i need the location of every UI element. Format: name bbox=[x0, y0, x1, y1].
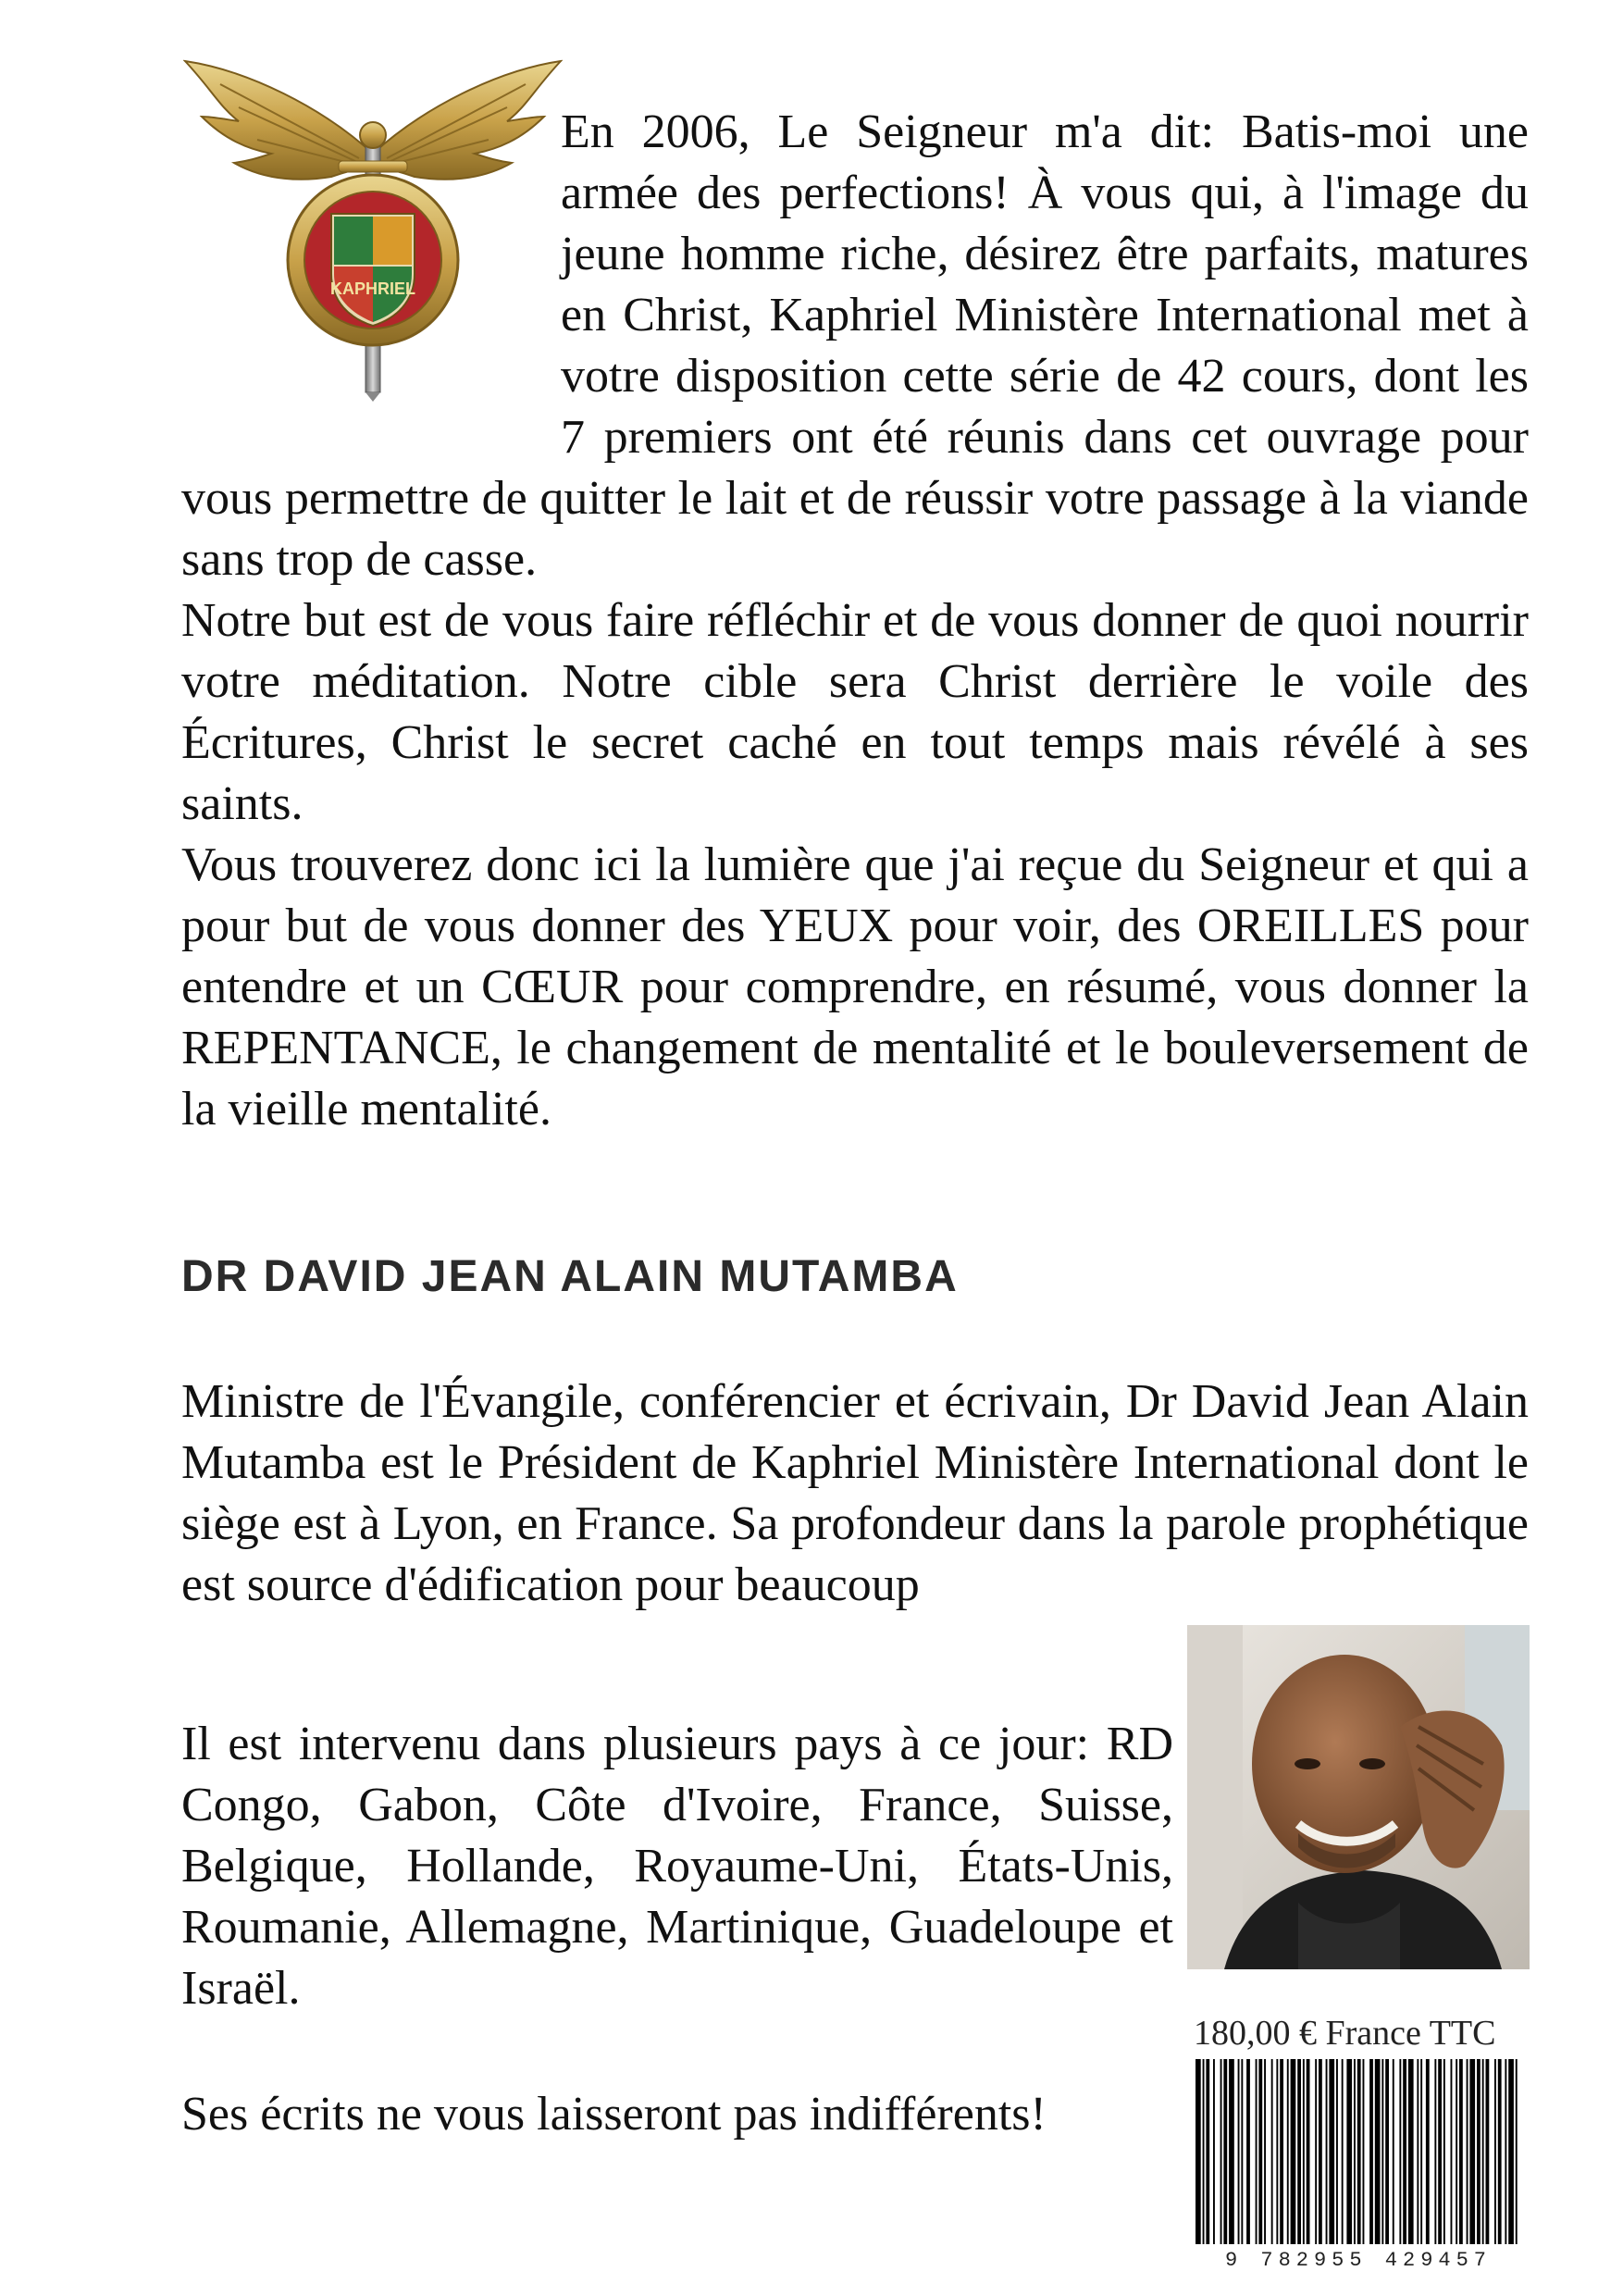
barcode-bar bbox=[1223, 2059, 1227, 2244]
barcode-bar bbox=[1326, 2059, 1328, 2244]
barcode-bar bbox=[1229, 2059, 1234, 2244]
barcode-bar bbox=[1426, 2059, 1430, 2244]
author-photo bbox=[1187, 1625, 1530, 1969]
barcode-bar bbox=[1287, 2059, 1289, 2244]
author-countries-text: Il est intervenu dans plusieurs pays à ce jour: RD Congo, Gabon, Côte d'Ivoire, France, Suisse, Belgique, Hollande, Royaume-Uni, États-Unis, Roumanie, Allemagne, Martinique, Guadeloupe et Israël. bbox=[181, 1718, 1173, 2015]
barcode-bar bbox=[1434, 2059, 1436, 2244]
isbn-barcode bbox=[1194, 2059, 1523, 2266]
barcode-bar bbox=[1357, 2059, 1361, 2244]
barcode-bar bbox=[1258, 2059, 1262, 2244]
barcode-bar bbox=[1213, 2059, 1215, 2244]
barcode-bar bbox=[1451, 2059, 1453, 2244]
barcode-bar bbox=[1354, 2059, 1356, 2244]
barcode-bar bbox=[1264, 2059, 1266, 2244]
barcode-bar bbox=[1420, 2059, 1422, 2244]
author-countries bbox=[181, 1714, 1173, 2019]
logo-text: KAPHRIEL bbox=[329, 279, 416, 298]
intro-paragraph-1: En 2006, Le Seigneur m'a dit: Batis-moi une armée des perfections! À vous qui, à l'image du jeune homme riche, désirez être parfaits, matures en Christ, Kaphriel Ministère International met à votre disposition cette série de 42 cours, dont les 7 premiers ont été réunis dans cet ouvrage pour vous permettre de quitter le lait et de réussir votre passage à la viande sans trop de casse. bbox=[181, 105, 1529, 586]
barcode-bar bbox=[1381, 2059, 1383, 2244]
barcode-bar bbox=[1498, 2059, 1502, 2244]
barcode-bar bbox=[1443, 2059, 1445, 2244]
barcode-bar bbox=[1307, 2059, 1310, 2244]
barcode-bar bbox=[1329, 2059, 1334, 2244]
barcode-bar bbox=[1280, 2059, 1283, 2244]
price-label: 180,00 € France TTC bbox=[1194, 2014, 1496, 2053]
author-bio bbox=[181, 1371, 1529, 1616]
intro-text bbox=[181, 102, 1529, 1140]
barcode-digits: 9 782955 429457 bbox=[1224, 2249, 1493, 2272]
barcode-bar bbox=[1417, 2059, 1419, 2244]
author-bio-text: Ministre de l'Évangile, conférencier et écrivain, Dr David Jean Alain Mutamba est le Président de Kaphriel Ministère International dont le siège est à Lyon, en France. Sa profondeur dans la parole prophétique est source d'édification pour beaucoup bbox=[181, 1375, 1529, 1611]
barcode-bar bbox=[1276, 2059, 1278, 2244]
barcode-bar bbox=[1346, 2059, 1352, 2244]
barcode-bar bbox=[1271, 2059, 1273, 2244]
barcode-bar bbox=[1403, 2059, 1406, 2244]
barcode-bar bbox=[1206, 2059, 1209, 2244]
barcode-bar bbox=[1303, 2059, 1305, 2244]
barcode-bar bbox=[1246, 2059, 1250, 2244]
barcode-bar bbox=[1342, 2059, 1344, 2244]
barcode-bar bbox=[1486, 2059, 1490, 2244]
barcode-bar bbox=[1319, 2059, 1322, 2244]
barcode-bar bbox=[1494, 2059, 1496, 2244]
barcode-bar bbox=[1459, 2059, 1463, 2244]
barcode-bar bbox=[1220, 2059, 1222, 2244]
barcode-bar bbox=[1315, 2059, 1317, 2244]
author-name: DR DAVID JEAN ALAIN MUTAMBA bbox=[181, 1252, 959, 1301]
barcode-bar bbox=[1256, 2059, 1258, 2244]
barcode-bar bbox=[1336, 2059, 1338, 2244]
intro-paragraph-2: Notre but est de vous faire réfléchir et de vous donner de quoi nourrir votre méditation. Notre cible sera Christ derrière le voile des Écritures, Christ le secret caché en tout temps mais révélé à ses saints. bbox=[181, 594, 1529, 830]
barcode-bar bbox=[1482, 2059, 1484, 2244]
barcode-bar bbox=[1469, 2059, 1475, 2244]
barcode-bar bbox=[1505, 2059, 1506, 2244]
barcode-bar bbox=[1375, 2059, 1381, 2244]
barcode-bar bbox=[1297, 2059, 1301, 2244]
barcode-bar bbox=[1516, 2059, 1518, 2244]
barcode-bar bbox=[1438, 2059, 1442, 2244]
barcode-bar bbox=[1203, 2059, 1205, 2244]
closing-line: Ses écrits ne vous laisseront pas indifférents! bbox=[181, 2088, 1047, 2141]
barcode-bar bbox=[1399, 2059, 1401, 2244]
barcode-bar bbox=[1508, 2059, 1514, 2244]
barcode-bar bbox=[1241, 2059, 1243, 2244]
barcode-bar bbox=[1477, 2059, 1481, 2244]
intro-paragraph-3: Vous trouverez donc ici la lumière que j'ai reçue du Seigneur et qui a pour but de vous donner des YEUX pour voir, des OREILLES pour entendre et un CŒUR pour comprendre, en résumé, vous donner la REPENTANCE, le changement de mentalité et le bouleversement de la vieille mentalité. bbox=[181, 838, 1529, 1136]
barcode-bar bbox=[1393, 2059, 1394, 2244]
barcode-bar bbox=[1238, 2059, 1240, 2244]
barcode-bar bbox=[1456, 2059, 1457, 2244]
barcode-bar bbox=[1196, 2059, 1201, 2244]
barcode-bar bbox=[1408, 2059, 1414, 2244]
barcode-bar bbox=[1467, 2059, 1468, 2244]
barcode-bar bbox=[1385, 2059, 1389, 2244]
barcode-bar bbox=[1369, 2059, 1373, 2244]
barcode-bar bbox=[1363, 2059, 1365, 2244]
barcode-bar bbox=[1291, 2059, 1296, 2244]
